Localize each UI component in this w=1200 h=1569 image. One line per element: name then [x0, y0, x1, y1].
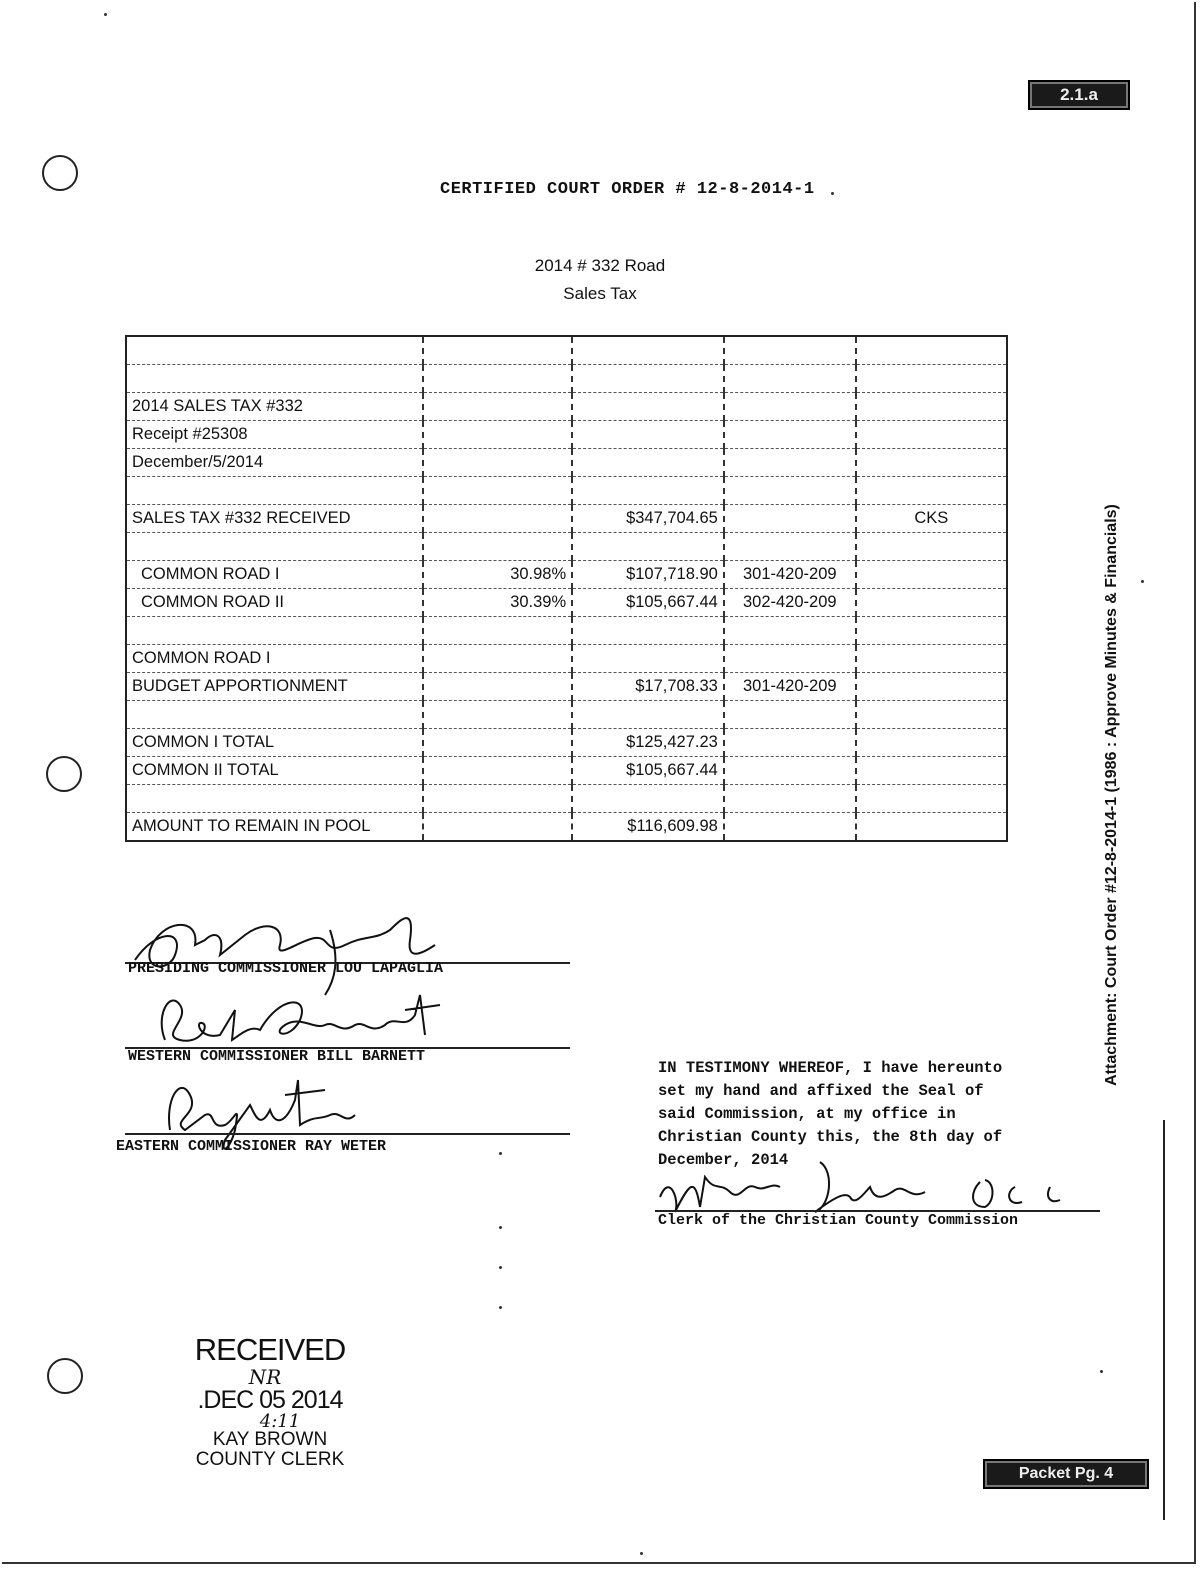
cell-label: COMMON ROAD I: [126, 561, 423, 589]
cell-percent: [423, 729, 572, 757]
cell-percent: [423, 813, 572, 842]
cell-percent: 30.98%: [423, 561, 572, 589]
cell-percent: [423, 421, 572, 449]
table-row: [126, 336, 1007, 365]
subtitle-line-1: 2014 # 332 Road: [534, 256, 666, 275]
table-row: [126, 729, 1007, 757]
table-row: [126, 785, 1007, 813]
cell-percent: [423, 336, 572, 365]
cell-label: COMMON ROAD II: [126, 589, 423, 617]
clerk-label: Clerk of the Christian County Commission: [658, 1212, 1019, 1229]
cell-account: 301-420-209: [724, 561, 856, 589]
received-stamp: [175, 1332, 365, 1470]
agenda-item-badge: 2.1.a: [1028, 80, 1130, 110]
cell-note: [856, 421, 1007, 449]
cell-note: [856, 757, 1007, 785]
table-row: [126, 533, 1007, 561]
cell-label: COMMON II TOTAL: [126, 757, 423, 785]
cell-label: COMMON ROAD I: [126, 645, 423, 673]
table-row: [126, 561, 1007, 589]
stamp-date: .DEC 05 2014: [197, 1386, 343, 1414]
cell-amount: $347,704.65: [572, 505, 724, 533]
cell-account: [724, 505, 856, 533]
right-margin-rule: [1163, 1120, 1165, 1520]
cell-label: [126, 785, 423, 813]
cell-account: [724, 729, 856, 757]
cell-account: [724, 645, 856, 673]
cell-note: [856, 561, 1007, 589]
document-title: CERTIFIED COURT ORDER # 12-8-2014-1: [440, 180, 815, 199]
cell-label: [126, 701, 423, 729]
cell-label: [126, 365, 423, 393]
cell-note: [856, 533, 1007, 561]
table-row: [126, 589, 1007, 617]
cell-amount: [572, 701, 724, 729]
cell-percent: [423, 365, 572, 393]
cell-amount: $105,667.44: [572, 757, 724, 785]
cell-percent: [423, 505, 572, 533]
cell-note: [856, 617, 1007, 645]
attachment-side-label: Attachment: Court Order #12-8-2014-1 (1986 : Approve Minutes & Financials): [1103, 504, 1120, 1086]
cell-amount: [572, 365, 724, 393]
cell-percent: [423, 617, 572, 645]
cell-percent: [423, 477, 572, 505]
scan-speck: [499, 1152, 502, 1155]
stamp-name: KAY BROWN: [212, 1429, 328, 1450]
cell-label: [126, 336, 423, 365]
cell-percent: [423, 449, 572, 477]
presiding-commissioner-label: PRESIDING COMMISSIONER LOU LAPAGLIA: [128, 960, 444, 977]
packet-page-badge: Packet Pg. 4: [983, 1459, 1149, 1489]
table-row: [126, 617, 1007, 645]
cell-amount: [572, 421, 724, 449]
cell-amount: $116,609.98: [572, 813, 724, 842]
cell-percent: [423, 393, 572, 421]
cell-account: [724, 421, 856, 449]
binder-hole-top: [42, 155, 78, 191]
cell-percent: [423, 701, 572, 729]
barnett-signature: [140, 985, 460, 1055]
stamp-received: RECEIVED: [194, 1332, 346, 1367]
table-row: [126, 701, 1007, 729]
cell-amount: $125,427.23: [572, 729, 724, 757]
eastern-signature-line: [125, 1133, 570, 1135]
cell-label: SALES TAX #332 RECEIVED: [126, 505, 423, 533]
cell-account: [724, 477, 856, 505]
testimony-text: IN TESTIMONY WHEREOF, I have hereunto set my hand and affixed the Seal of said Commission, at my office in Christian County this, the 8th day of December, 2014: [658, 1059, 1003, 1169]
scan-speck: [499, 1226, 502, 1229]
cell-account: [724, 533, 856, 561]
cell-account: [724, 785, 856, 813]
cell-note: [856, 365, 1007, 393]
cell-percent: [423, 785, 572, 813]
cell-account: [724, 617, 856, 645]
cell-label: COMMON I TOTAL: [126, 729, 423, 757]
cell-amount: $107,718.90: [572, 561, 724, 589]
stamp-office: COUNTY CLERK: [195, 1449, 345, 1470]
cell-account: [724, 757, 856, 785]
scan-speck: [831, 192, 834, 195]
cell-note: [856, 813, 1007, 842]
western-commissioner-label: WESTERN COMMISSIONER BILL BARNETT: [128, 1048, 426, 1065]
cell-account: 302-420-209: [724, 589, 856, 617]
cell-label: [126, 477, 423, 505]
cell-amount: [572, 645, 724, 673]
cell-account: [724, 365, 856, 393]
cell-amount: [572, 477, 724, 505]
cell-account: [724, 336, 856, 365]
binder-hole-bottom: [47, 1358, 83, 1394]
cell-account: [724, 813, 856, 842]
cell-amount: [572, 533, 724, 561]
scan-speck: [640, 1552, 643, 1555]
cell-note: [856, 701, 1007, 729]
sales-tax-table: [125, 335, 1008, 842]
table-row: [126, 449, 1007, 477]
cell-percent: 30.39%: [423, 589, 572, 617]
cell-amount: [572, 393, 724, 421]
table-row: [126, 477, 1007, 505]
cell-note: [856, 785, 1007, 813]
stamp-time: 4:11: [259, 1411, 301, 1432]
table-row: [126, 393, 1007, 421]
cell-account: [724, 701, 856, 729]
table-row: [126, 421, 1007, 449]
cell-note: [856, 393, 1007, 421]
scan-speck: [499, 1266, 502, 1269]
cell-amount: [572, 617, 724, 645]
cell-percent: [423, 757, 572, 785]
scan-speck: [104, 13, 107, 16]
stamp-initials: NR: [248, 1365, 282, 1389]
cell-amount: [572, 785, 724, 813]
subtitle-line-2: Sales Tax: [563, 284, 637, 303]
table-row: [126, 673, 1007, 701]
cell-note: [856, 645, 1007, 673]
cell-note: [856, 729, 1007, 757]
cell-note: CKS: [856, 505, 1007, 533]
binder-hole-middle: [46, 756, 82, 792]
table-row: [126, 505, 1007, 533]
scan-speck: [1100, 1370, 1103, 1373]
cell-account: [724, 393, 856, 421]
cell-note: [856, 336, 1007, 365]
cell-label: [126, 617, 423, 645]
cell-account: 301-420-209: [724, 673, 856, 701]
cell-amount: $17,708.33: [572, 673, 724, 701]
scan-speck: [499, 1306, 502, 1309]
cell-amount: $105,667.44: [572, 589, 724, 617]
cell-percent: [423, 533, 572, 561]
cell-percent: [423, 645, 572, 673]
table-row: [126, 813, 1007, 842]
cell-label: 2014 SALES TAX #332: [126, 393, 423, 421]
cell-amount: [572, 449, 724, 477]
scan-speck: [1141, 580, 1144, 583]
table-row: [126, 757, 1007, 785]
cell-label: [126, 533, 423, 561]
cell-label: December/5/2014: [126, 449, 423, 477]
cell-note: [856, 449, 1007, 477]
cell-label: BUDGET APPORTIONMENT: [126, 673, 423, 701]
cell-note: [856, 673, 1007, 701]
cell-note: [856, 589, 1007, 617]
cell-amount: [572, 336, 724, 365]
cell-label: Receipt #25308: [126, 421, 423, 449]
cell-note: [856, 477, 1007, 505]
table-row: [126, 645, 1007, 673]
cell-label: AMOUNT TO REMAIN IN POOL: [126, 813, 423, 842]
cell-percent: [423, 673, 572, 701]
cell-account: [724, 449, 856, 477]
table-row: [126, 365, 1007, 393]
eastern-commissioner-label: EASTERN COMMISSIONER RAY WETER: [116, 1138, 387, 1155]
